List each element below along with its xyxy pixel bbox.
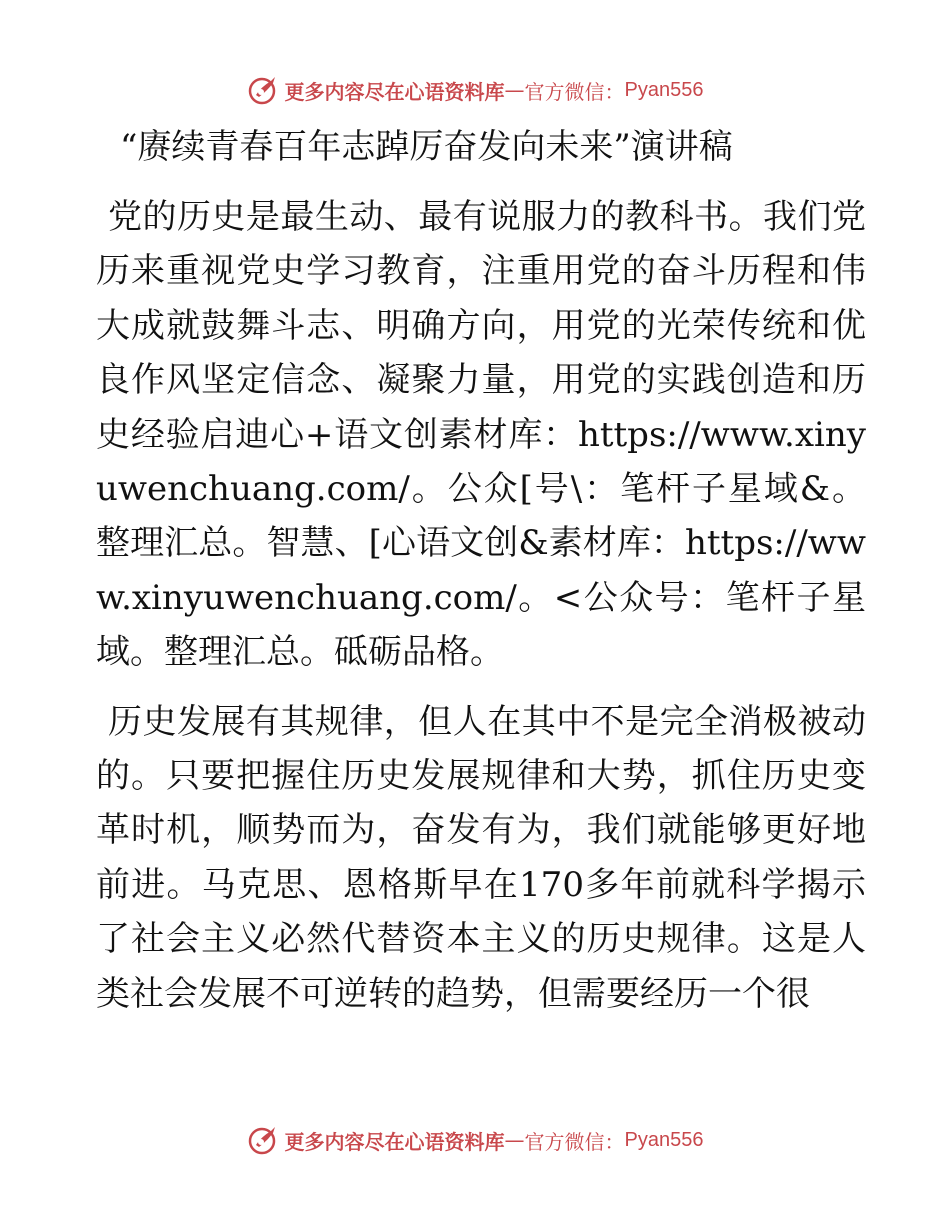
header-banner (0, 70, 950, 110)
banner-wechat-id: Pyan556 (624, 78, 704, 101)
banner-slogan: 更多内容尽在心语资料库 (284, 1129, 505, 1154)
banner-wechat-label: 官方微信： (524, 79, 625, 104)
banner-separator: — (504, 78, 525, 102)
brush-logo-icon (247, 73, 281, 107)
paragraph-2: 历史发展有其规律，但人在其中不是完全消极被动的。只要把握住历史发展规律和大势，抓住历史变革时机，顺势而为，奋发有为，我们就能够更好地前进。马克思、恩格斯早在170多年前就科学揭示了社会主义必然代替资本主义的历史规律。这是人类社会发展不可逆转的趋势，但需要经历一个很 (96, 701, 866, 1014)
paragraph-1: 党的历史是最生动、最有说服力的教科书。我们党历来重视党史学习教育，注重用党的奋斗历程和伟大成就鼓舞斗志、明确方向，用党的光荣传统和优良作风坚定信念、凝聚力量，用党的实践创造和历史经验启迪心+语文创素材库：https://www.xinyuwenchuang.com/。公众[号\：笔杆子星域&。整理汇总。智慧、[心语文创&素材库：https://www.xinyuwenchuang.com/。<公众号：笔杆子星域。整理汇总。砥砺品格。 (96, 197, 866, 673)
document-title: “赓续青春百年志踔厉奋发向未来”演讲稿 (120, 127, 733, 167)
banner-wechat-label: 官方微信： (524, 1129, 625, 1154)
brush-logo-icon (247, 1123, 281, 1157)
document-body (96, 190, 866, 1036)
banner-wechat-id: Pyan556 (624, 1128, 704, 1151)
banner-separator: — (504, 1128, 525, 1152)
footer-banner (0, 1120, 950, 1160)
banner-slogan: 更多内容尽在心语资料库 (284, 79, 505, 104)
